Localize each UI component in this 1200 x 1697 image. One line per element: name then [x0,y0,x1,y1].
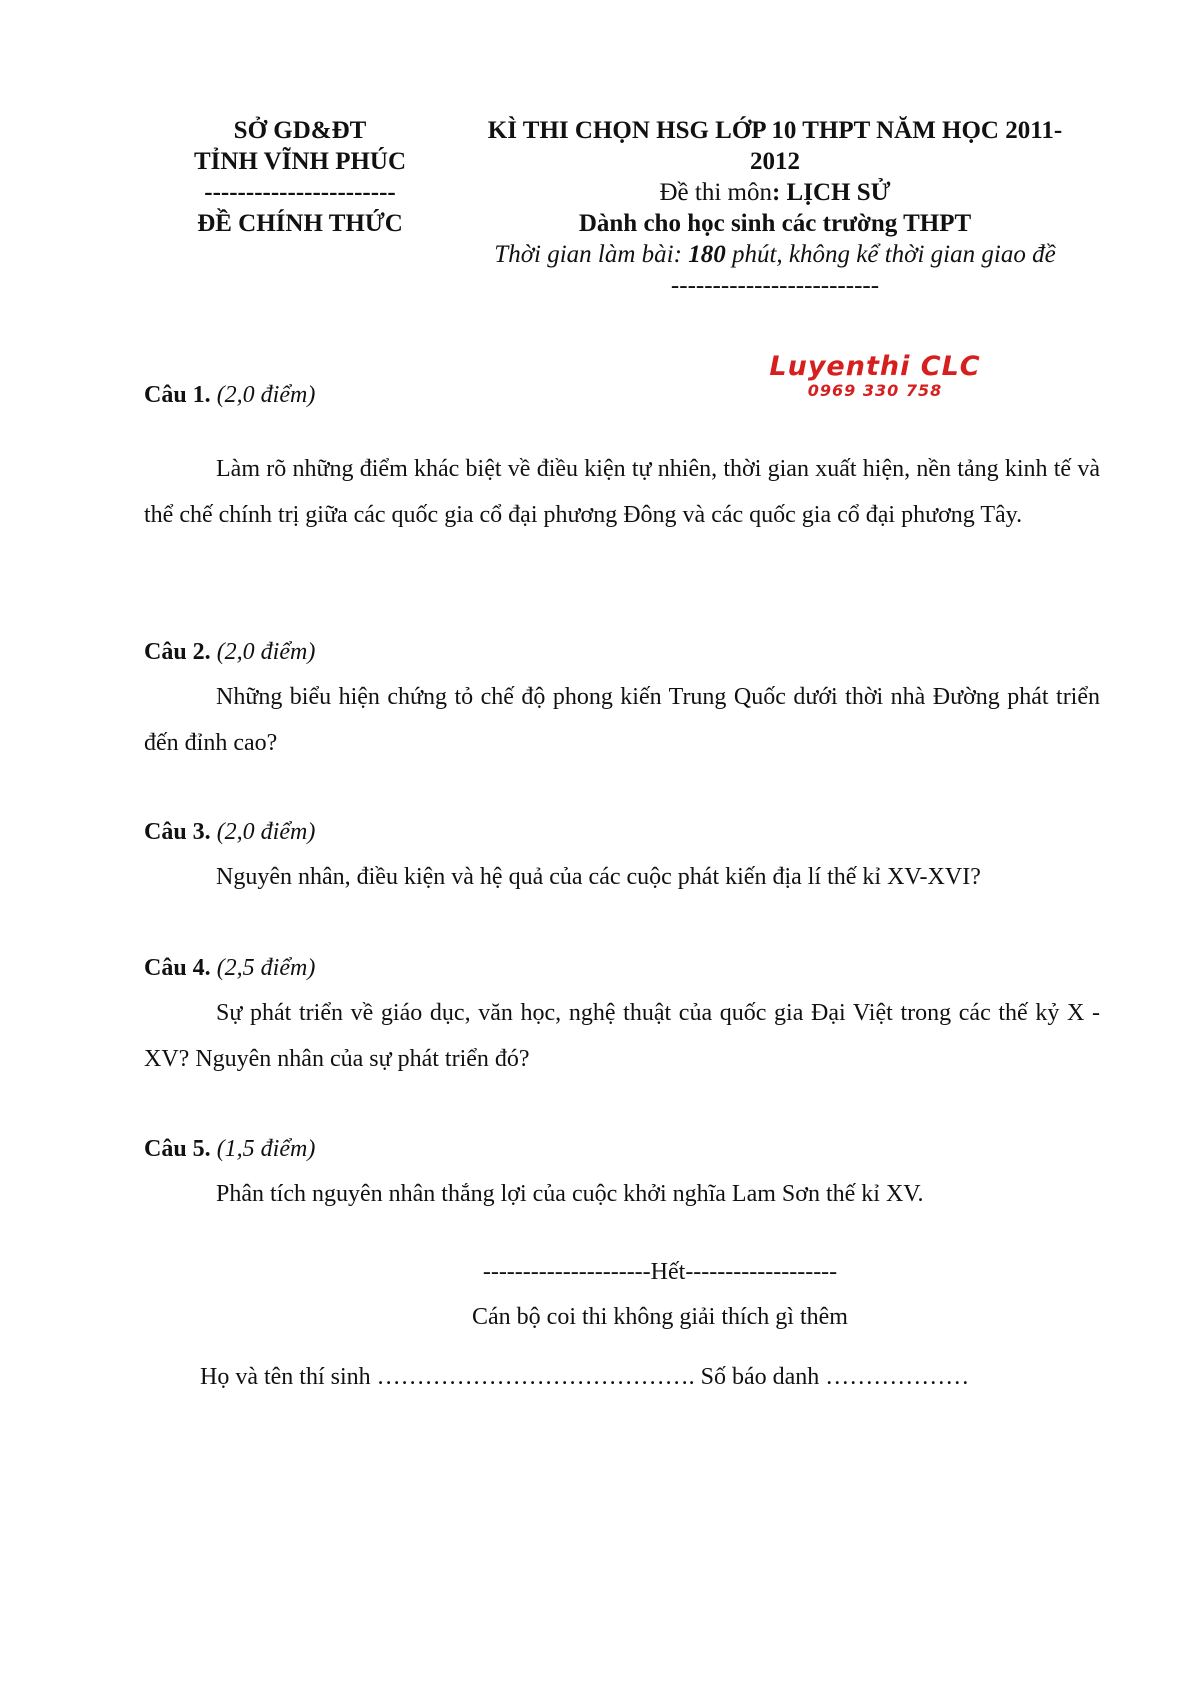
header-left-separator: ----------------------- [204,179,396,206]
time-prefix: Thời gian làm bài: [494,241,689,268]
question-3-title [144,817,315,847]
subject-name: : LỊCH SỬ [771,179,891,206]
question-1-title [144,380,315,410]
audience-line: Dành cho học sinh các trường THPT [578,210,972,237]
question-2-title [144,637,315,667]
time-suffix: phút, không kể thời gian giao đề [725,241,1056,268]
question-number: Câu 4. [144,955,211,981]
question-number: Câu 1. [144,382,211,408]
time-line [455,239,1095,270]
official-label: ĐỀ CHÍNH THỨC [197,210,403,237]
question-points: (2,0 điểm) [216,639,316,665]
header-left [150,115,450,239]
question-points: (2,0 điểm) [216,382,316,408]
end-marker: ---------------------Hết------------------- [482,1259,838,1285]
dept-name: SỞ GD&ĐT [233,117,367,144]
question-5-title [144,1134,315,1164]
question-points: (2,5 điểm) [216,955,316,981]
question-number: Câu 3. [144,819,211,845]
question-4-text: Sự phát triển về giáo dục, văn học, nghệ thuật của quốc gia Đại Việt trong các thế kỷ X - XV? Nguyên nhân của sự phát triển đó? [144,1000,1100,1072]
question-4-title [144,953,315,983]
exam-title-line2: 2012 [750,148,800,175]
question-1-text: Làm rõ những điểm khác biệt về điều kiện tự nhiên, thời gian xuất hiện, nền tảng kinh tế và thể chế chính trị giữa các quốc gia cổ đại phương Đông và các quốc gia cổ đại phương Tây. [144,456,1100,528]
question-points: (1,5 điểm) [216,1136,316,1162]
watermark-brand: Luyenthi CLC [769,351,981,382]
header-right [455,115,1095,301]
question-number: Câu 2. [144,639,211,665]
question-2-text: Những biểu hiện chứng tỏ chế độ phong kiến Trung Quốc dưới thời nhà Đường phát triển đến đỉnh cao? [144,684,1100,756]
province-name: TỈNH VĨNH PHÚC [193,148,407,175]
time-value: 180 [688,241,726,268]
watermark-phone: 0969 330 758 [807,381,943,400]
question-number: Câu 5. [144,1136,211,1162]
question-3-text: Nguyên nhân, điều kiện và hệ quả của các cuộc phát kiến địa lí thế kỉ XV-XVI? [216,864,981,890]
candidate-info-line: Họ và tên thí sinh …………………………………. Số báo danh ……………… [200,1364,970,1390]
question-5-text: Phân tích nguyên nhân thắng lợi của cuộc khởi nghĩa Lam Sơn thế kỉ XV. [216,1181,924,1207]
header-right-separator: ------------------------- [670,272,880,299]
subject-line [455,177,1095,208]
subject-prefix: Đề thi môn [659,179,772,206]
question-points: (2,0 điểm) [216,819,316,845]
proctor-note: Cán bộ coi thi không giải thích gì thêm [472,1304,848,1330]
exam-title-line1: KÌ THI CHỌN HSG LỚP 10 THPT NĂM HỌC 2011- [487,117,1063,144]
watermark-logo [755,352,995,400]
